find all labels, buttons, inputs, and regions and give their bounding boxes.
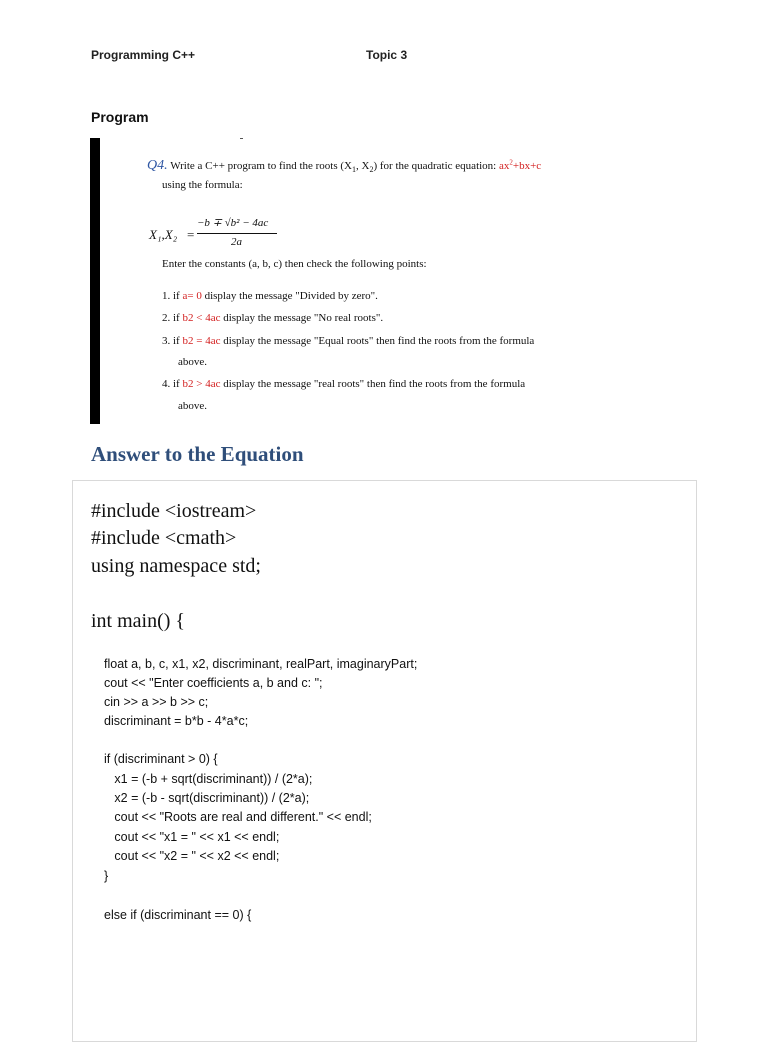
code-line: #include <cmath> <box>91 527 237 549</box>
point-4: 4. if b2 > 4ac display the message "real roots" then find the roots from the formula <box>162 378 526 390</box>
point-4-continued: above. <box>178 400 208 412</box>
header-topic: Topic 3 <box>366 48 408 62</box>
code-line: cin >> a >> b >> c; <box>104 695 209 709</box>
formula-equals: = <box>187 227 195 242</box>
code-line: cout << "x2 = " << x2 << endl; <box>104 849 280 863</box>
code-line: cout << "Roots are real and different." << endl; <box>104 810 372 824</box>
code-line: x2 = (-b - sqrt(discriminant)) / (2*a); <box>104 791 310 805</box>
scan-mark <box>240 138 243 139</box>
question-side-bar <box>90 138 100 424</box>
point-3-continued: above. <box>178 356 208 368</box>
code-block <box>72 480 697 1042</box>
code-line: using namespace std; <box>91 555 261 577</box>
point-1: 1. if a= 0 display the message "Divided by zero". <box>162 290 378 302</box>
question-line-1: Q4. Write a C++ program to find the roots ($X_1$, $X_2$) for the quadratic equation: $ax^2+bx+c$ <box>147 158 542 175</box>
code-line: int main() { <box>91 610 186 632</box>
formula-denominator: 2a <box>231 236 242 248</box>
code-line: float a, b, c, x1, x2, discriminant, realPart, imaginaryPart; <box>104 657 418 671</box>
formula-lhs: X₁,X₂ <box>149 227 178 242</box>
formula-numerator: −b ∓ √b² − 4ac <box>197 217 269 229</box>
point-2: 2. if b2 < 4ac display the message "No real roots". <box>162 312 384 324</box>
question-line-2: using the formula: <box>162 179 243 191</box>
code-line: else if (discriminant == 0) { <box>104 908 252 922</box>
program-heading: Program <box>91 109 149 125</box>
point-3: 3. if b2 = 4ac display the message "Equal roots" then find the roots from the formula <box>162 335 535 347</box>
code-line: #include <iostream> <box>91 500 257 522</box>
code-line: x1 = (-b + sqrt(discriminant)) / (2*a); <box>104 772 313 786</box>
answer-heading: Answer to the Equation <box>91 442 304 466</box>
code-line: discriminant = b*b - 4*a*c; <box>104 714 249 728</box>
code-line: if (discriminant > 0) { <box>104 752 218 766</box>
instructions: Enter the constants (a, b, c) then check the following points: <box>162 258 427 270</box>
code-line: cout << "Enter coefficients a, b and c: "; <box>104 676 323 690</box>
code-line: } <box>104 869 109 883</box>
code-line: cout << "x1 = " << x1 << endl; <box>104 830 280 844</box>
header-course: Programming C++ <box>91 48 196 62</box>
quadratic-expression: $ax^2+bx+c$ <box>499 158 542 172</box>
fraction-bar <box>197 233 277 234</box>
question-number: Q4. <box>147 158 168 173</box>
